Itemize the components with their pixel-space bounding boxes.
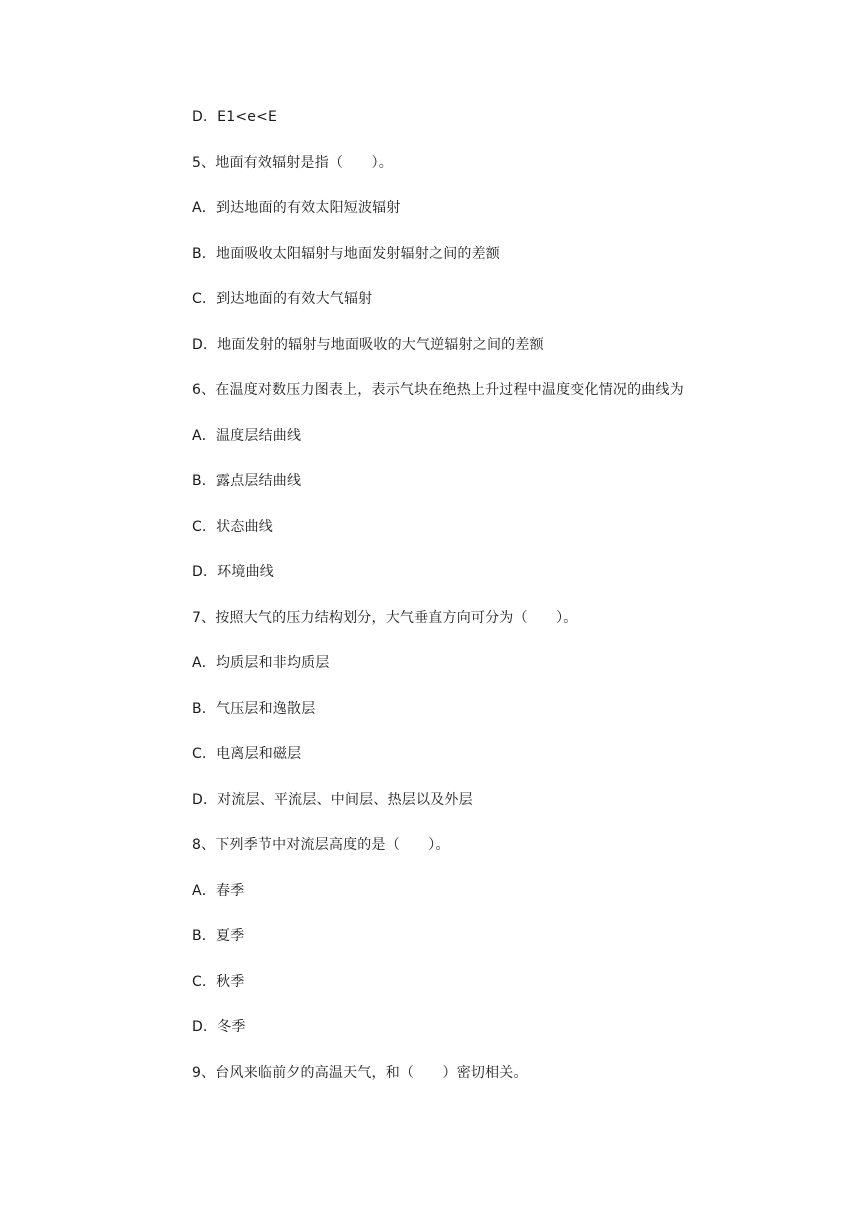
question-line: 9、台风来临前夕的高温天气，和（ ）密切相关。: [192, 1064, 528, 1081]
option-line: C．到达地面的有效大气辐射: [192, 291, 373, 307]
question-text-block: [192, 108, 832, 1109]
option-line: D．环境曲线: [192, 564, 274, 580]
option-line: D．地面发射的辐射与地面吸收的大气逆辐射之间的差额: [192, 336, 544, 353]
option-line: B．气压层和逸散层: [192, 700, 316, 717]
question-line: 6、在温度对数压力图表上，表示气块在绝热上升过程中温度变化情况的曲线为: [192, 382, 684, 398]
question-line: 7、按照大气的压力结构划分，大气垂直方向可分为（ ）。: [192, 609, 578, 626]
option-line: D．E1<e<E: [192, 109, 278, 125]
question-line: 8、下列季节中对流层高度的是（ ）。: [192, 837, 450, 853]
option-line: B．夏季: [192, 928, 245, 944]
option-line: C．秋季: [192, 973, 245, 990]
option-line: C．状态曲线: [192, 518, 273, 535]
option-line: D．对流层、平流层、中间层、热层以及外层: [192, 791, 473, 808]
option-line: A．到达地面的有效太阳短波辐射: [192, 200, 401, 216]
option-line: B．露点层结曲线: [192, 473, 302, 489]
option-line: A．春季: [192, 882, 245, 899]
question-line: 5、地面有效辐射是指（ ）。: [192, 154, 393, 171]
option-line: C．电离层和磁层: [192, 746, 302, 762]
option-line: A．温度层结曲线: [192, 427, 302, 444]
option-line: D．冬季: [192, 1019, 246, 1035]
option-line: B．地面吸收太阳辐射与地面发射辐射之间的差额: [192, 245, 501, 262]
option-line: A．均质层和非均质层: [192, 655, 330, 671]
